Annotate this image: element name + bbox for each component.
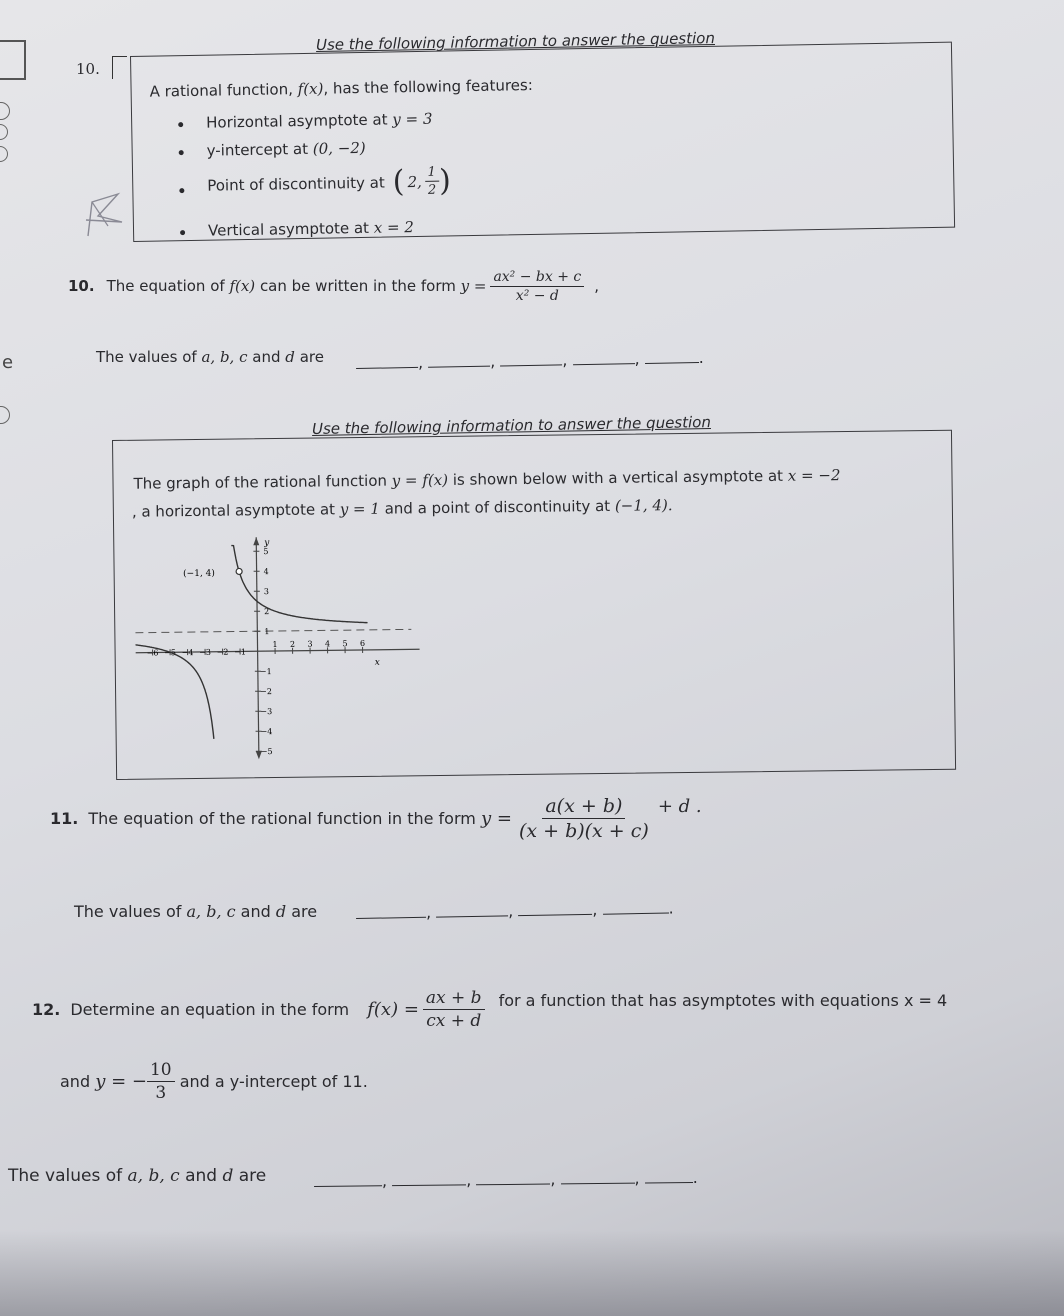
q10-blank-d[interactable] xyxy=(573,362,635,365)
q12-blank-a[interactable] xyxy=(314,1184,382,1187)
x-tick-label: −3 xyxy=(199,647,212,657)
q12-question-number: 12. xyxy=(32,999,61,1019)
q12-line2-fraction: $\frac{10}{3}$ xyxy=(147,1060,175,1103)
q12-form-fraction: $\frac{ax + b}{cx + d}$ xyxy=(423,988,485,1031)
y-axis-label: y xyxy=(264,538,270,549)
x-tick-label: −5 xyxy=(164,648,177,658)
q12-line2: and y = − $\frac{10}{3}$ and a y-intercept of 11. xyxy=(60,1059,368,1103)
bullet-4 xyxy=(180,230,185,235)
margin-checkbox xyxy=(0,40,26,80)
bullet-2 xyxy=(179,150,184,155)
q10-info-box xyxy=(130,42,955,242)
x-tick-label: −4 xyxy=(181,648,194,658)
margin-circle-2 xyxy=(0,124,8,140)
x-tick-label: 2 xyxy=(289,639,296,649)
margin-circle-4 xyxy=(0,406,10,424)
q11-desc-line2: , a horizontal asymptote at y = 1 and a point of discontinuity at (−1, 4). xyxy=(131,496,673,521)
bullet-1 xyxy=(178,122,183,127)
q11-desc-line1: The graph of the rational function y = f(x) is shown below with a vertical asymptote at x = −2 xyxy=(133,466,841,493)
pencil-doodle-icon xyxy=(78,186,128,240)
y-tick-label: −1 xyxy=(259,667,272,677)
point-of-discontinuity xyxy=(236,568,242,574)
feature-vertical-asymptote: Vertical asymptote at x = 2 xyxy=(207,218,415,240)
y-tick-label: 3 xyxy=(263,587,270,597)
q12-blank-b[interactable] xyxy=(392,1183,466,1186)
q10-intro-prefix: A rational function, xyxy=(149,80,294,101)
y-tick-label: 5 xyxy=(263,547,269,557)
page-shadow xyxy=(0,1230,1064,1316)
q10-bracket xyxy=(112,56,127,79)
feature-y-intercept: y-intercept at (0, −2) xyxy=(206,138,366,160)
margin-letter: e xyxy=(2,352,14,373)
q10-intro-suffix: , has the following features: xyxy=(323,75,533,98)
q10-question: 10. The equation of f(x) can be written in the form y = $\frac{\text{ax² − bx + c}}{\text{x² − d}}$ , xyxy=(68,268,600,304)
q10-values-line: The values of a, b, c and d are xyxy=(96,348,324,366)
q11-values-line: The values of a, b, c and d are xyxy=(74,902,318,921)
y-tick-label: 4 xyxy=(263,567,269,577)
margin-circle-1 xyxy=(0,102,10,120)
rational-function-graph xyxy=(134,529,427,763)
y-tick-label: −4 xyxy=(260,727,273,737)
x-tick-label: −1 xyxy=(234,647,247,657)
hole-label: (−1, 4) xyxy=(183,568,215,580)
q12-answer-blanks[interactable]: , , , , . xyxy=(314,1168,698,1191)
q11-blank-d[interactable] xyxy=(603,912,669,915)
x-tick-label: 5 xyxy=(342,639,348,649)
q10-blank-c[interactable] xyxy=(500,363,562,366)
y-tick-label: 2 xyxy=(264,607,270,617)
x-axis-label: x xyxy=(374,657,380,668)
q10-blank-b[interactable] xyxy=(428,365,490,368)
q10-intro-func: f(x) xyxy=(297,79,324,99)
x-tick-label: −6 xyxy=(146,648,159,658)
y-axis xyxy=(256,537,259,757)
q12-blank-c[interactable] xyxy=(476,1183,550,1186)
x-tick-label: 1 xyxy=(272,639,278,650)
bullet-3 xyxy=(179,188,184,193)
q12-blank-e[interactable] xyxy=(645,1181,693,1184)
feature-horizontal-asymptote: Horizontal asymptote at y = 3 xyxy=(206,109,433,132)
curve-left-branch xyxy=(135,644,214,740)
margin-circle-3 xyxy=(0,146,8,162)
y-tick-label: −5 xyxy=(260,747,273,757)
x-tick-label: 6 xyxy=(359,638,366,648)
q11-question-number: 11. xyxy=(50,808,79,828)
horizontal-asymptote xyxy=(135,629,411,632)
q12-question: 12. Determine an equation in the form f(x) = $\frac{ax + b}{cx + d}$ for a function that has asymptotes with equations x = 4 xyxy=(32,987,948,1031)
q10-form-fraction: $\frac{\text{ax² − bx + c}}{\text{x² − d}}$ xyxy=(490,269,584,304)
q11-form-fraction: $\frac{a(x + b)}{(x + b)(x + c)}$ xyxy=(518,794,649,842)
q12-blank-d[interactable] xyxy=(561,1182,635,1185)
q11-blank-b[interactable] xyxy=(436,914,508,917)
x-tick-label: −2 xyxy=(216,647,229,657)
q10-blank-a[interactable] xyxy=(356,366,418,369)
q11-answer-blanks[interactable]: , , , . xyxy=(356,898,674,923)
y-tick-label: −3 xyxy=(260,707,273,717)
x-tick-label: 4 xyxy=(324,639,331,649)
q10-number-label: 10. xyxy=(76,60,100,78)
q11-blank-c[interactable] xyxy=(518,913,592,916)
curve-right-branch xyxy=(231,544,367,624)
y-tick-label: −2 xyxy=(260,687,272,697)
q10-box-header: Use the following information to answer the question xyxy=(315,29,716,54)
feature-point-of-discontinuity: Point of discontinuity at ( 2, $\frac{1}{2}$ ) xyxy=(207,163,452,200)
q11-question: 11. The equation of the rational function in the form y = $\frac{a(x + b)}{(x + b)(x + c)}$ + d . xyxy=(50,794,702,842)
q10-question-number: 10. xyxy=(68,277,95,295)
x-axis xyxy=(136,649,420,652)
y-tick-label: 1 xyxy=(264,627,270,637)
q10-answer-blanks[interactable]: , , , , . xyxy=(356,348,704,373)
q10-intro xyxy=(149,76,532,101)
y-axis-arrow-up xyxy=(253,537,259,545)
q11-info-box xyxy=(112,430,956,780)
x-tick-label: 3 xyxy=(307,639,313,649)
q11-blank-a[interactable] xyxy=(356,916,426,919)
q12-values-line: The values of a, b, c and d are xyxy=(8,1166,267,1186)
q11-box-header: Use the following information to answer the question xyxy=(311,413,712,438)
q10-blank-e[interactable] xyxy=(645,361,699,364)
